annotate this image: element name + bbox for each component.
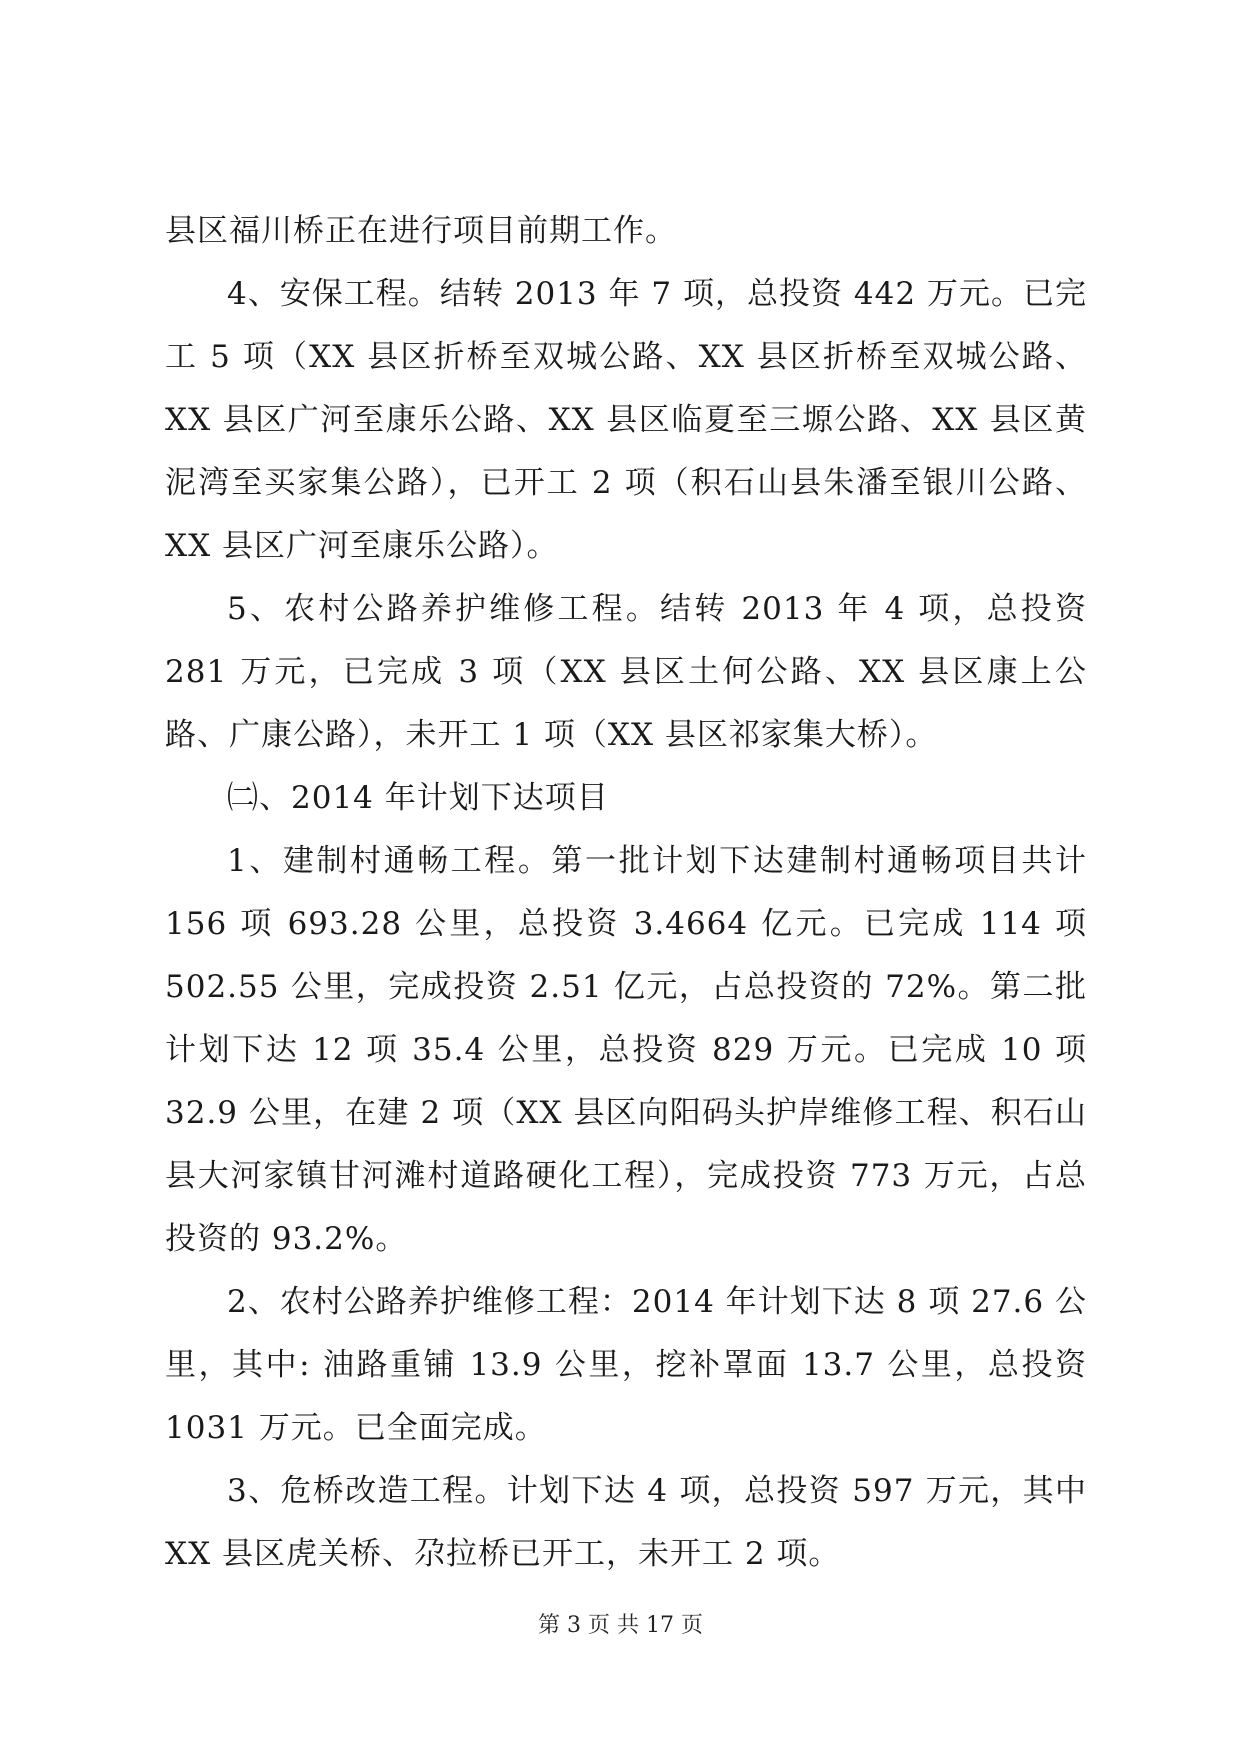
section-heading-2014-plan: ㈡、2014 年计划下达项目 <box>227 780 609 816</box>
paragraph-rural-maintenance-2013: 5、农村公路养护维修工程。结转 2013 年 4 项，总投资 281 万元，已完成 3 项（XX 县区土何公路、XX 县区康上公路、广康公路），未开工 1 项（XX 县区祁家集大桥）。 <box>165 591 1087 753</box>
page-number-footer: 第 3 页 共 17 页 <box>538 1613 703 1638</box>
paragraph-bridge-renovation: 3、危桥改造工程。计划下达 4 项，总投资 597 万元，其中 XX 县区虎关桥、尕拉桥已开工，未开工 2 项。 <box>165 1473 1087 1572</box>
paragraph-safety-project: 4、安保工程。结转 2013 年 7 项，总投资 442 万元。已完工 5 项（XX 县区折桥至双城公路、XX 县区折桥至双城公路、XX 县区广河至康乐公路、XX 县区临夏至三塬公路、XX 县区黄泥湾至买家集公路），已开工 2 项（积石山县朱潘至银川公路、XX 县区广河至康乐公路）。 <box>165 276 1087 564</box>
document-body <box>165 200 1087 1586</box>
paragraph-rural-maintenance-2014: 2、农村公路养护维修工程：2014 年计划下达 8 项 27.6 公里，其中: 油路重铺 13.9 公里，挖补罩面 13.7 公里，总投资 1031 万元。已全面完成。 <box>165 1284 1087 1446</box>
paragraph-continuation: 县区福川桥正在进行项目前期工作。 <box>165 213 677 249</box>
paragraph-village-road-project: 1、建制村通畅工程。第一批计划下达建制村通畅项目共计 156 项 693.28 公里，总投资 3.4664 亿元。已完成 114 项 502.55 公里，完成投资 2.51 亿元，占总投资的 72%。第二批计划下达 12 项 35.4 公里，总投资 829 万元。已完成 10 项 32.9 公里，在建 2 项（XX 县区向阳码头护岸维修工程、积石山县大河家镇甘河滩村道路硬化工程），完成投资 773 万元，占总投资的 93.2%。 <box>165 843 1087 1257</box>
